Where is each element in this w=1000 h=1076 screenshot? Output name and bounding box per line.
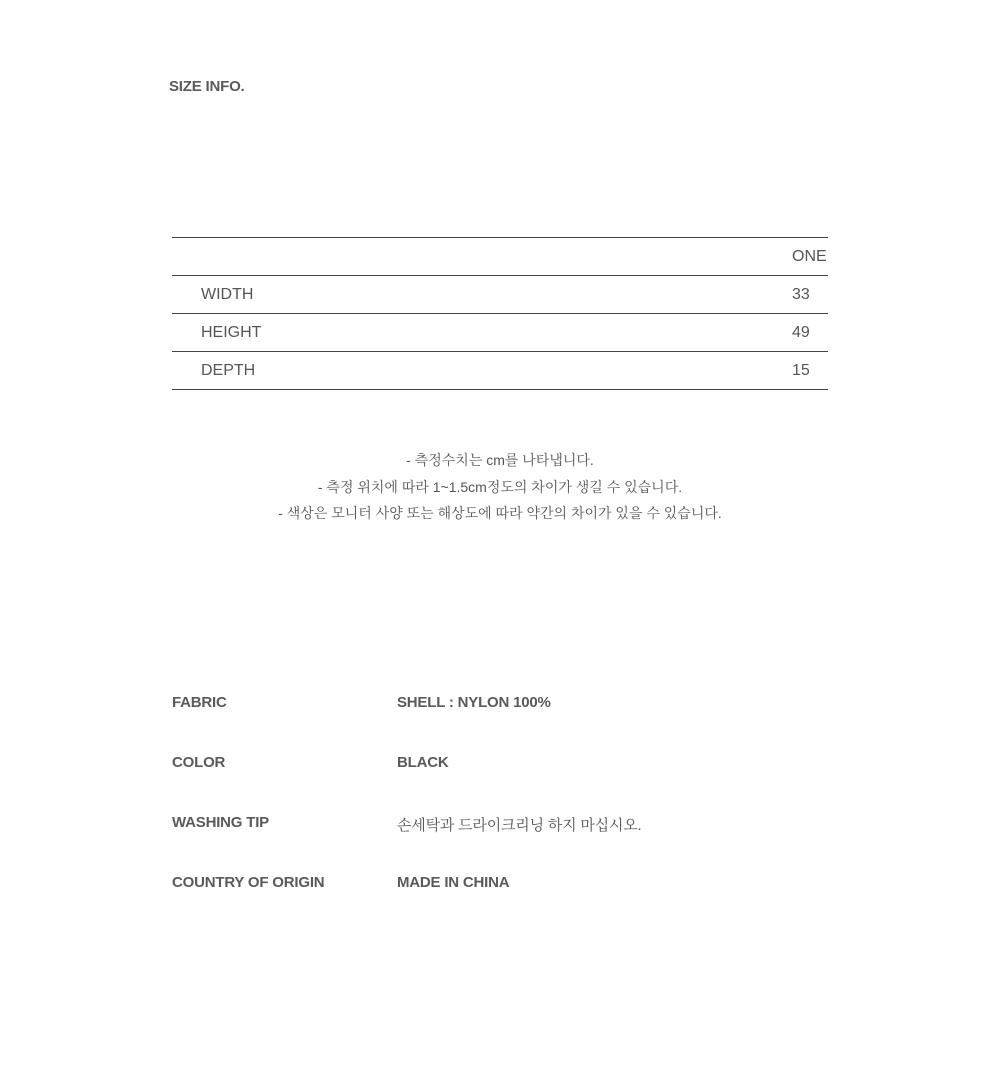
size-label-depth: DEPTH [201, 361, 256, 379]
info-value-country-of-origin: MADE IN CHINA [397, 874, 510, 891]
info-row-fabric [172, 694, 828, 754]
info-row-country-of-origin [172, 874, 828, 934]
note-line: - 색상은 모니터 사양 또는 해상도에 따라 약간의 차이가 있을 수 있습니다. [278, 505, 722, 521]
info-label-country-of-origin: COUNTRY OF ORIGIN [172, 874, 325, 891]
info-value-fabric: SHELL : NYLON 100% [397, 694, 551, 711]
info-row-washing-tip [172, 814, 828, 874]
measurement-notes [0, 447, 1000, 527]
info-value-color: BLACK [397, 754, 449, 771]
info-label-fabric: FABRIC [172, 694, 227, 711]
size-value-depth: 15 [792, 361, 810, 379]
size-value-height: 49 [792, 323, 810, 341]
size-value-width: 33 [792, 285, 810, 303]
size-table-header-empty [172, 238, 763, 276]
table-row [172, 276, 828, 314]
table-row [172, 352, 828, 390]
info-label-washing-tip: WASHING TIP [172, 814, 269, 831]
size-table-header-row [172, 238, 828, 276]
info-value-washing-tip: 손세탁과 드라이크리닝 하지 마십시오. [397, 817, 642, 834]
info-label-color: COLOR [172, 754, 226, 771]
note-line: - 측정수치는 cm를 나타냅니다. [406, 452, 594, 468]
size-label-height: HEIGHT [201, 323, 262, 341]
size-label-width: WIDTH [201, 285, 254, 303]
info-row-color [172, 754, 828, 814]
section-title: SIZE INFO. [169, 78, 245, 95]
table-row [172, 314, 828, 352]
note-line: - 측정 위치에 따라 1~1.5cm정도의 차이가 생길 수 있습니다. [317, 478, 683, 495]
product-info-list [172, 694, 828, 934]
size-table [172, 237, 828, 390]
size-table-header-one: ONE [792, 247, 827, 265]
